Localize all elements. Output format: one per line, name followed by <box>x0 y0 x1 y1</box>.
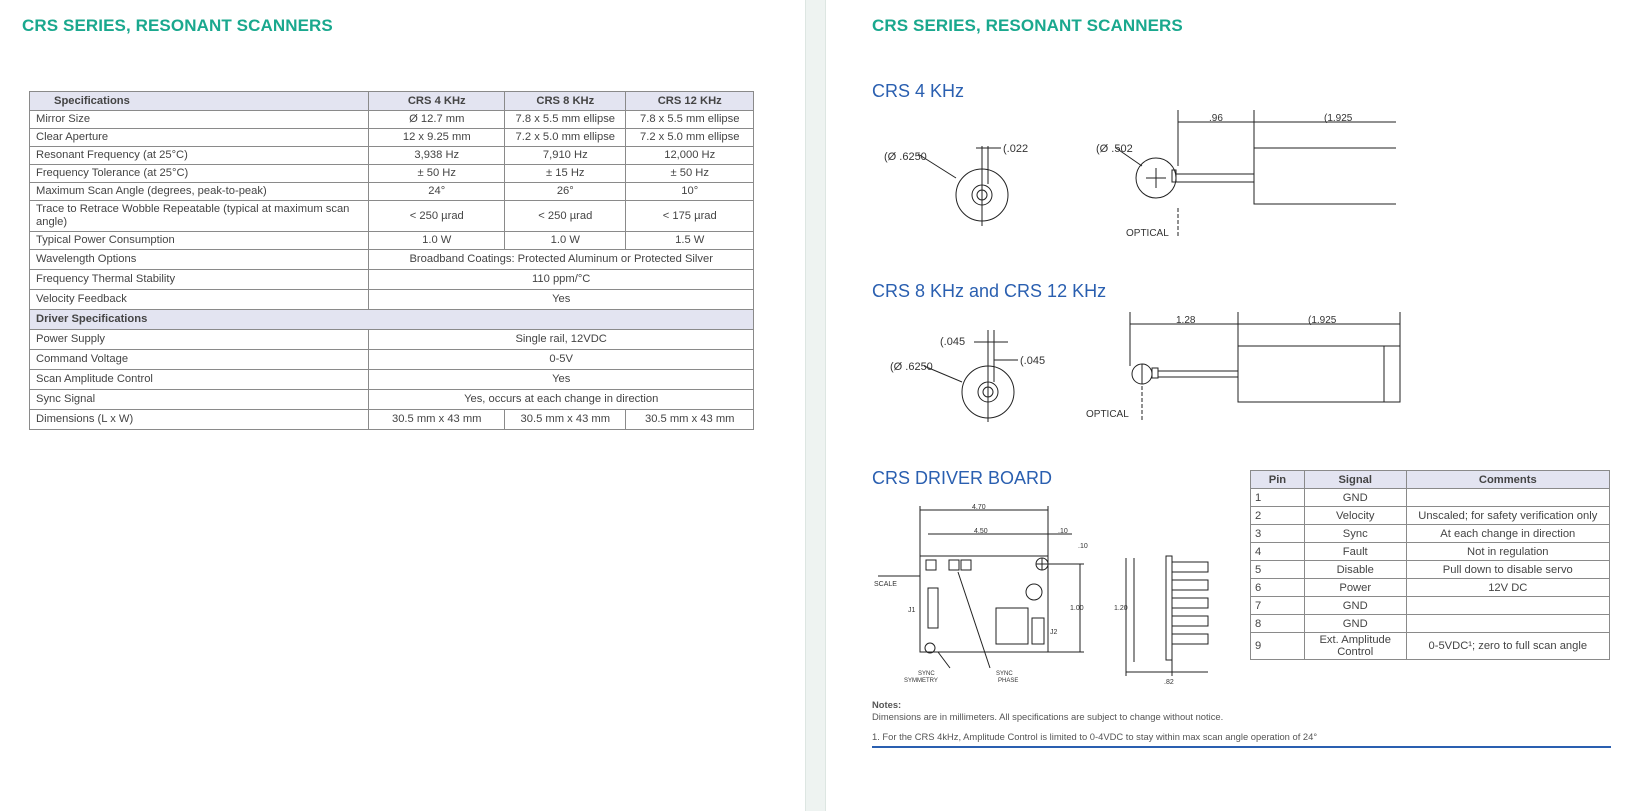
crs8-optical-label: OPTICAL <box>1086 409 1129 420</box>
notes <box>872 699 1223 723</box>
driver-heading: CRS DRIVER BOARD <box>872 468 1053 488</box>
pin-cell: 9 <box>1251 633 1305 660</box>
capacitor <box>1026 584 1042 600</box>
table-header: Signal <box>1304 471 1406 489</box>
table-cell: 24° <box>369 183 505 201</box>
driver-board-outline <box>920 556 1048 652</box>
table-row <box>1251 543 1610 561</box>
table-cell: 1.5 W <box>626 232 754 250</box>
dim-82-label: .82 <box>1164 679 1174 685</box>
table-row <box>1251 579 1610 597</box>
row-label: Command Voltage <box>30 350 369 370</box>
comment-cell <box>1406 615 1609 633</box>
row-label: Wavelength Options <box>30 250 369 270</box>
table-header: Specifications <box>30 92 369 111</box>
table-row <box>1251 597 1610 615</box>
row-label: Trace to Retrace Wobble Repeatable (typical at maximum scan angle) <box>30 201 369 232</box>
driver-board-drawing <box>872 500 1242 685</box>
table-row <box>30 370 754 390</box>
dim-10a-label: .10 <box>1058 528 1068 535</box>
table-cell: 12,000 Hz <box>626 147 754 165</box>
bottom-rule <box>872 746 1611 748</box>
pin-cell: 4 <box>1251 543 1305 561</box>
signal-cell: Disable <box>1304 561 1406 579</box>
table-row <box>30 232 754 250</box>
table-row <box>30 410 754 430</box>
notes-text: Dimensions are in millimeters. All specifications are subject to change without notice. <box>872 711 1224 722</box>
crs8-front-dim-right: (.045 <box>1020 355 1046 367</box>
crs4-front-dia-label: (Ø .6250 <box>884 151 927 163</box>
comment-cell: At each change in direction <box>1406 525 1609 543</box>
table-cell: Single rail, 12VDC <box>369 330 754 350</box>
signal-cell: Sync <box>1304 525 1406 543</box>
pin-cell: 3 <box>1251 525 1305 543</box>
sync-symmetry-label-2: SYMMETRY <box>904 678 938 684</box>
table-cell: Ø 12.7 mm <box>369 111 505 129</box>
row-label: Typical Power Consumption <box>30 232 369 250</box>
row-label: Clear Aperture <box>30 129 369 147</box>
table-header-row <box>30 92 754 111</box>
table-header: CRS 12 KHz <box>626 92 754 111</box>
signal-cell: Fault <box>1304 543 1406 561</box>
j2-connector <box>1032 618 1044 644</box>
crs8-front-dim-top: (.045 <box>940 336 966 348</box>
comment-cell: Pull down to disable servo <box>1406 561 1609 579</box>
table-cell: 7.2 x 5.0 mm ellipse <box>626 129 754 147</box>
pin-table <box>1250 470 1610 660</box>
signal-cell: GND <box>1304 597 1406 615</box>
table-row <box>1251 525 1610 543</box>
table-cell: 3,938 Hz <box>369 147 505 165</box>
table-header-row <box>1251 471 1610 489</box>
j1-label: J1 <box>908 607 916 614</box>
dim-100-label: 1.00 <box>1070 605 1084 612</box>
row-label: Velocity Feedback <box>30 290 369 310</box>
crs4-side-dia-label: (Ø .502 <box>1096 143 1133 155</box>
signal-cell: GND <box>1304 489 1406 507</box>
table-cell: 10° <box>626 183 754 201</box>
signal-cell: GND <box>1304 615 1406 633</box>
pin-cell: 6 <box>1251 579 1305 597</box>
pin-cell: 8 <box>1251 615 1305 633</box>
j1-connector <box>928 588 938 628</box>
chip <box>996 608 1028 644</box>
table-header: CRS 8 KHz <box>505 92 626 111</box>
row-label: Maximum Scan Angle (degrees, peak-to-peak) <box>30 183 369 201</box>
table-cell: Yes <box>369 370 754 390</box>
crs4-optical-label: OPTICAL <box>1126 228 1169 239</box>
crs4-side-dim1-label: .96 <box>1209 113 1223 124</box>
table-row <box>30 147 754 165</box>
row-label: Dimensions (L x W) <box>30 410 369 430</box>
page-gutter <box>805 0 826 811</box>
table-cell: ± 50 Hz <box>369 165 505 183</box>
dim-450-label: 4.50 <box>974 528 988 535</box>
table-header: CRS 4 KHz <box>369 92 505 111</box>
table-row <box>1251 561 1610 579</box>
crs8-heading: CRS 8 KHz and CRS 12 KHz <box>872 281 1107 301</box>
row-label: Scan Amplitude Control <box>30 370 369 390</box>
table-cell: 7.8 x 5.5 mm ellipse <box>626 111 754 129</box>
dim-10b-label: .10 <box>1078 543 1088 550</box>
table-cell: 12 x 9.25 mm <box>369 129 505 147</box>
table-cell: 110 ppm/°C <box>369 270 754 290</box>
table-cell: Broadband Coatings: Protected Aluminum or Protected Silver <box>369 250 754 270</box>
scale-label: SCALE <box>874 581 897 588</box>
table-cell: 30.5 mm x 43 mm <box>626 410 754 430</box>
row-label: Sync Signal <box>30 390 369 410</box>
table-row <box>30 270 754 290</box>
table-row <box>1251 615 1610 633</box>
table-cell: 30.5 mm x 43 mm <box>505 410 626 430</box>
crs8-drawing <box>876 310 1416 430</box>
signal-cell: Power <box>1304 579 1406 597</box>
table-row <box>30 250 754 270</box>
crs4-front-dim-label: (.022 <box>1003 143 1029 155</box>
sync-symmetry-label-1: SYNC <box>918 671 935 677</box>
table-header: Pin <box>1251 471 1305 489</box>
table-cell: 0-5V <box>369 350 754 370</box>
table-cell: Yes, occurs at each change in direction <box>369 390 754 410</box>
pin-cell: 7 <box>1251 597 1305 615</box>
left-page <box>0 0 805 811</box>
row-label: Resonant Frequency (at 25°C) <box>30 147 369 165</box>
table-cell: 7.8 x 5.5 mm ellipse <box>505 111 626 129</box>
page-title: CRS SERIES, RESONANT SCANNERS <box>872 16 1183 35</box>
crs4-side-dim2-label: (1.925 <box>1324 113 1353 124</box>
table-row <box>30 183 754 201</box>
dim-470-label: 4.70 <box>972 504 986 511</box>
table-cell: 7,910 Hz <box>505 147 626 165</box>
crs4-side-housing <box>1254 148 1396 204</box>
pin-cell: 5 <box>1251 561 1305 579</box>
table-row <box>30 350 754 370</box>
table-row <box>30 129 754 147</box>
section-heading: Driver Specifications <box>30 310 754 330</box>
row-label: Frequency Tolerance (at 25°C) <box>30 165 369 183</box>
table-row <box>1251 633 1610 660</box>
table-row <box>30 290 754 310</box>
table-cell: 26° <box>505 183 626 201</box>
j2-label: J2 <box>1050 629 1058 636</box>
table-cell: ± 50 Hz <box>626 165 754 183</box>
table-header: Comments <box>1406 471 1609 489</box>
table-row <box>30 390 754 410</box>
sync-phase-label-2: PHASE <box>998 678 1019 684</box>
crs8-front-dia-label: (Ø .6250 <box>890 361 933 373</box>
table-cell: < 175 µrad <box>626 201 754 232</box>
table-row <box>1251 507 1610 525</box>
table-cell: 1.0 W <box>369 232 505 250</box>
comment-cell: 12V DC <box>1406 579 1609 597</box>
comment-cell: 0-5VDC¹; zero to full scan angle <box>1406 633 1609 660</box>
comment-cell <box>1406 489 1609 507</box>
dim-120-label: 1.20 <box>1114 605 1128 612</box>
table-cell: 7.2 x 5.0 mm ellipse <box>505 129 626 147</box>
comment-cell: Unscaled; for safety verification only <box>1406 507 1609 525</box>
table-row <box>30 201 754 232</box>
crs8-side-dim2-label: (1.925 <box>1308 315 1337 326</box>
table-cell: Yes <box>369 290 754 310</box>
pin-cell: 1 <box>1251 489 1305 507</box>
signal-cell: Ext. Amplitude Control <box>1304 633 1406 660</box>
crs4-drawing <box>876 108 1396 243</box>
table-cell: 30.5 mm x 43 mm <box>369 410 505 430</box>
right-page <box>826 0 1630 811</box>
table-row <box>30 330 754 350</box>
notes-header: Notes: <box>872 699 902 710</box>
driver-section-header <box>30 310 754 330</box>
row-label: Power Supply <box>30 330 369 350</box>
pin-cell: 2 <box>1251 507 1305 525</box>
table-row <box>30 111 754 129</box>
table-row <box>30 165 754 183</box>
footnote: 1. For the CRS 4kHz, Amplitude Control is limited to 0-4VDC to stay within max scan angle operation of 24° <box>872 731 1318 742</box>
table-cell: < 250 µrad <box>505 201 626 232</box>
row-label: Mirror Size <box>30 111 369 129</box>
comment-cell: Not in regulation <box>1406 543 1609 561</box>
row-label: Frequency Thermal Stability <box>30 270 369 290</box>
signal-cell: Velocity <box>1304 507 1406 525</box>
table-row <box>1251 489 1610 507</box>
specifications-table <box>29 91 754 430</box>
crs4-heading: CRS 4 KHz <box>872 81 965 101</box>
table-cell: ± 15 Hz <box>505 165 626 183</box>
crs8-side-dim1-label: 1.28 <box>1176 315 1196 326</box>
comment-cell <box>1406 597 1609 615</box>
crs8-side-housing <box>1238 346 1400 402</box>
page-title: CRS SERIES, RESONANT SCANNERS <box>22 16 333 35</box>
table-cell: < 250 µrad <box>369 201 505 232</box>
sync-phase-label-1: SYNC <box>996 671 1013 677</box>
table-cell: 1.0 W <box>505 232 626 250</box>
